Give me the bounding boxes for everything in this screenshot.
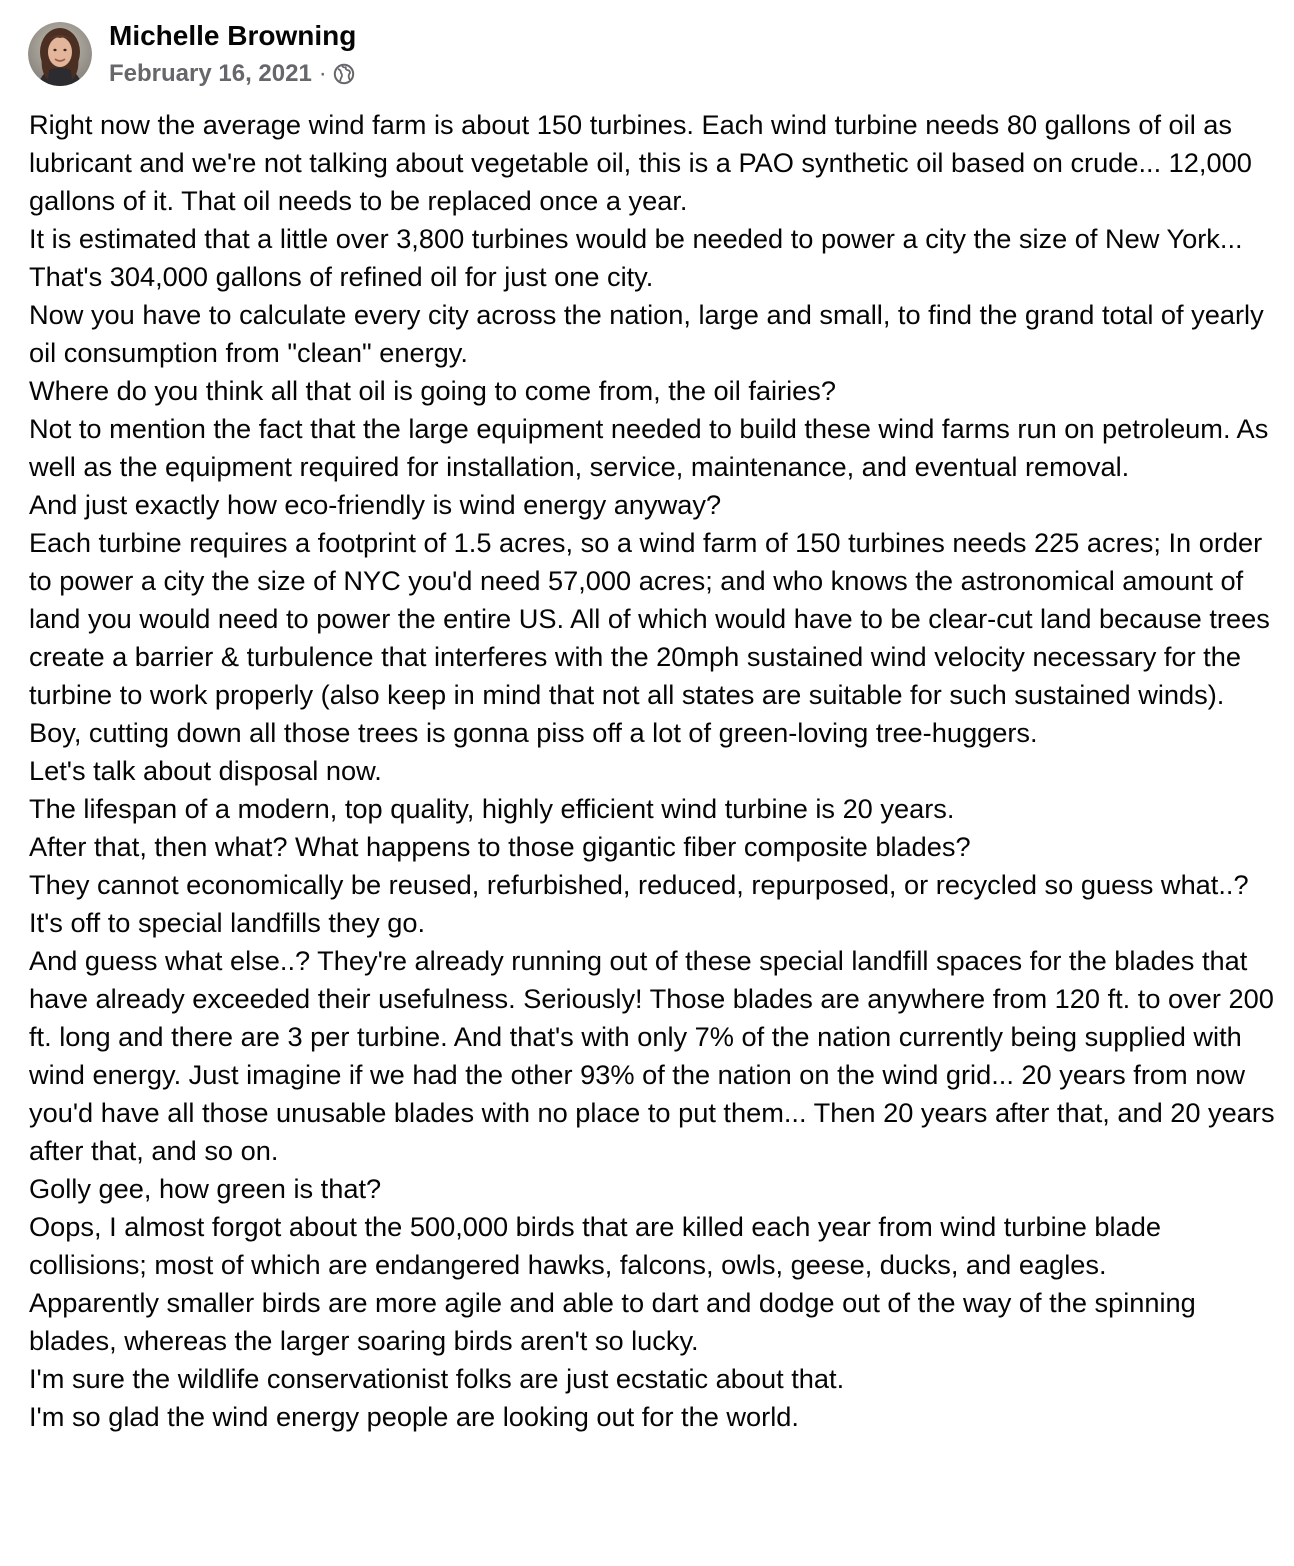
separator-dot: · [318,60,327,87]
post-paragraph: Not to mention the fact that the large equipment needed to build these wind farms run on petroleum. As well as the equipment required for installation, service, maintenance, and eventual removal. [29,413,1269,482]
post-paragraph: Right now the average wind farm is about 150 turbines. Each wind turbine needs 80 gallons of oil as lubricant and we're not talking about vegetable oil, this is a PAO synthetic oil based on crude... 12,000 gallons of it. That oil needs to be replaced once a year. [29,109,1252,216]
post-paragraph: The lifespan of a modern, top quality, highly efficient wind turbine is 20 years. [29,793,955,824]
post-subline [109,60,356,88]
post-meta [109,20,356,88]
post-paragraph: Each turbine requires a footprint of 1.5 acres, so a wind farm of 150 turbines needs 225 acres; In order to power a city the size of NYC you'd need 57,000 acres; and who knows the astronomical amount of land you would need to power the entire US. All of which would have to be clear-cut land because trees create a barrier & turbulence that interferes with the 20mph sustained wind velocity necessary for the turbine to work properly (also keep in mind that not all states are suitable for such sustained winds). Boy, cutting down all those trees is gonna piss off a lot of green-loving tree-huggers. [29,527,1270,748]
profile-photo-icon [28,22,92,86]
post-date[interactable]: February 16, 2021 [109,60,312,87]
post-paragraph: Oops, I almost forgot about the 500,000 birds that are killed each year from wind turbine blade collisions; most of which are endangered hawks, falcons, owls, geese, ducks, and eagles. [29,1211,1161,1280]
post-paragraph: It is estimated that a little over 3,800 turbines would be needed to power a city the size of New York... That's 304,000 gallons of refined oil for just one city. [29,223,1243,292]
post-paragraph: Let's talk about disposal now. [29,755,382,786]
globe-icon[interactable] [333,63,355,85]
post-paragraph: Now you have to calculate every city across the nation, large and small, to find the grand total of yearly oil consumption from "clean" energy. [29,299,1264,368]
post-paragraph: Apparently smaller birds are more agile and able to dart and dodge out of the way of the spinning blades, whereas the larger soaring birds aren't so lucky. [29,1287,1196,1356]
post-paragraph: Where do you think all that oil is going to come from, the oil fairies? [29,375,836,406]
post-header [28,22,356,86]
post-paragraph: And guess what else..? They're already running out of these special landfill spaces for the blades that have already exceeded their usefulness. Seriously! Those blades are anywhere from 120 ft. to over 200 ft. long and there are 3 per turbine. And that's with only 7% of the nation currently being supplied with wind energy. Just imagine if we had the other 93% of the nation on the wind grid... 20 years from now you'd have all those unusable blades with no place to put them... Then 20 years after that, and 20 years after that, and so on. [29,945,1275,1166]
post-paragraph: After that, then what? What happens to those gigantic fiber composite blades? [29,831,971,862]
author-name[interactable]: Michelle Browning [109,20,357,51]
post-paragraph: And just exactly how eco-friendly is wind energy anyway? [29,489,722,520]
post-paragraph: I'm so glad the wind energy people are looking out for the world. [29,1401,799,1432]
post-paragraph: I'm sure the wildlife conservationist folks are just ecstatic about that. [29,1363,845,1394]
avatar[interactable] [28,22,92,86]
post-body [29,106,1279,1436]
post-paragraph: Golly gee, how green is that? [29,1173,382,1204]
post-paragraph: They cannot economically be reused, refurbished, reduced, repurposed, or recycled so guess what..? It's off to special landfills they go. [29,869,1249,938]
